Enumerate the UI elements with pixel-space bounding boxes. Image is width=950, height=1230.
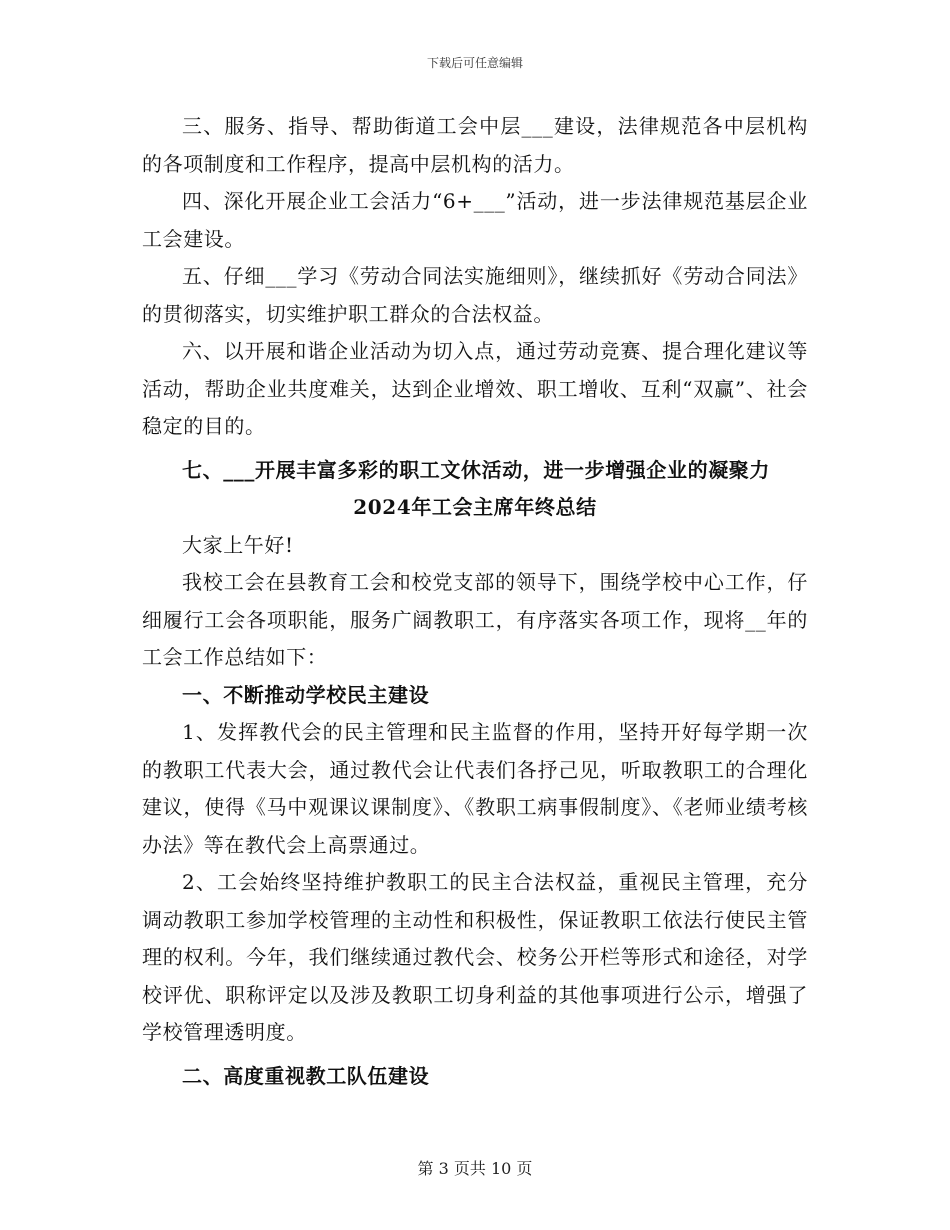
section-1-heading: 一、不断推动学校民主建设 (182, 682, 430, 707)
paragraph-6: 六、以开展和谐企业活动为切入点，通过劳动竞赛、提合理化建议等活动，帮助企业共度难关，达到企业增效、职工增收、互利“双赢”、社会稳定的目的。 (142, 339, 808, 438)
page-footer: 第 3 页共 10 页 (417, 1159, 533, 1178)
paragraph-7: 七、___开展丰富多彩的职工文休活动，进一步增强企业的凝聚力 (182, 457, 770, 482)
section-1-item-2: 2、工会始终坚持维护教职工的民主合法权益，重视民主管理，充分调动教职工参加学校管理的主动性和积极性，保证教职工依法行使民主管理的权利。今年，我们继续通过教代会、校务公开栏等形式和途径，对学校评优、职称评定以及涉及教职工切身利益的其他事项进行公示，增强了学校管理透明度。 (142, 870, 808, 1044)
section-2-heading: 二、高度重视教工队伍建设 (182, 1063, 430, 1088)
intro-paragraph: 我校工会在县教育工会和校党支部的领导下，围绕学校中心工作，仔细履行工会各项职能，服务广阔教职工，有序落实各项工作，现将__年的工会工作总结如下： (142, 570, 808, 669)
document-body (142, 108, 808, 1095)
page-header: 下载后可任意编辑 (426, 56, 523, 70)
document-title: 2024年工会主席年终总结 (353, 495, 597, 519)
paragraph-3: 三、服务、指导、帮助街道工会中层___建设，法律规范各中层机构的各项制度和工作程序，提高中层机构的活力。 (142, 114, 808, 176)
paragraph-5: 五、仔细___学习《劳动合同法实施细则》，继续抓好《劳动合同法》的贯彻落实，切实维护职工群众的合法权益。 (142, 264, 808, 326)
section-1-item-1: 1、发挥教代会的民主管理和民主监督的作用，坚持开好每学期一次的教职工代表大会，通过教代会让代表们各抒己见，听取教职工的合理化建议，使得《马中观课议课制度》、《教职工病事假制度》、《老师业绩考核办法》等在教代会上高票通过。 (142, 720, 808, 857)
greeting: 大家上午好! (182, 532, 294, 557)
paragraph-4: 四、深化开展企业工会活力“6+___”活动，进一步法律规范基层企业工会建设。 (142, 189, 808, 251)
